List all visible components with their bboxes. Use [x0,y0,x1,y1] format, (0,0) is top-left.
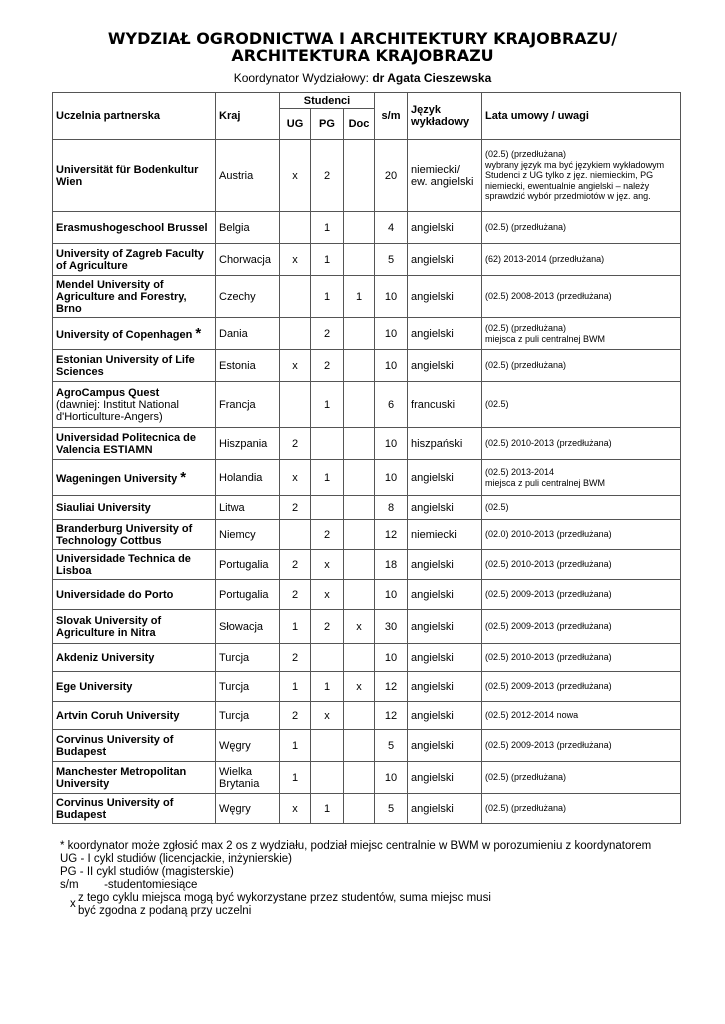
footnote-x [60,892,680,918]
cell-country: Holandia [216,460,280,496]
cell-doc: 1 [344,276,375,318]
footnote-pg: PG - II cykl studiów (magisterskie) [60,866,234,878]
cell-ug: 1 [280,610,311,644]
cell-notes: (02.5) 2010-2013 (przedłużana) [482,550,681,580]
cell-pg: 2 [311,350,344,382]
cell-university [53,730,216,762]
table-row [53,276,681,318]
footnote-sm: s/m -studentomiesiące [60,879,198,891]
university-name: Ege University [56,680,133,693]
cell-doc [344,580,375,610]
cell-doc [344,520,375,550]
footnote-star: * koordynator może zgłosić max 2 os z wydziału, podział miejsc centralnie w BWM w porozumieniu z koordynatorem [60,840,652,852]
cell-pg: 2 [311,610,344,644]
cell-pg: 2 [311,318,344,350]
cell-notes: (02.5) (przedłużana) wybrany język ma być językiem wykładowym Studenci z UG tylko z jęz. niemieckim, PG niemiecki, ewentualnie angielski – należy sprawdzić wybór przedmiotów w jęz. ang. [482,140,681,212]
cell-ug: x [280,794,311,824]
cell-university [53,702,216,730]
cell-sm: 10 [375,276,408,318]
cell-doc [344,140,375,212]
cell-language: angielski [408,580,482,610]
cell-sm: 12 [375,702,408,730]
university-name: Akdeniz University [56,651,155,664]
cell-country: Hiszpania [216,428,280,460]
header-language: Język wykładowy [408,93,482,140]
cell-ug: 2 [280,428,311,460]
cell-ug: 1 [280,672,311,702]
university-name: Universidade Technica de Lisboa [56,552,191,577]
cell-notes: (02.5) (przedłużana) miejsca z puli centralnej BWM [482,318,681,350]
cell-ug: 1 [280,730,311,762]
cell-sm: 5 [375,730,408,762]
cell-doc [344,244,375,276]
cell-sm: 4 [375,212,408,244]
cell-language: angielski [408,762,482,794]
cell-doc [344,794,375,824]
cell-notes: (02.5) 2009-2013 (przedłużana) [482,610,681,644]
cell-language: angielski [408,244,482,276]
cell-country: Turcja [216,702,280,730]
university-name: Wageningen University [56,473,178,485]
university-name: Slovak University of Agriculture in Nitra [56,614,162,639]
cell-sm: 18 [375,550,408,580]
cell-notes: (62) 2013-2014 (przedłużana) [482,244,681,276]
cell-ug: 2 [280,580,311,610]
cell-sm: 10 [375,580,408,610]
cell-notes: (02.5) (przedłużana) [482,762,681,794]
cell-doc [344,382,375,428]
cell-ug [280,318,311,350]
cell-language: niemiecki [408,520,482,550]
cell-notes: (02.5) (przedłużana) [482,794,681,824]
university-name: Corvinus University of Budapest [56,796,174,821]
cell-doc [344,730,375,762]
coordinator-name: dr Agata Cieszewska [372,71,492,85]
cell-country: Chorwacja [216,244,280,276]
cell-language: angielski [408,702,482,730]
cell-sm: 20 [375,140,408,212]
cell-notes: (02.0) 2010-2013 (przedłużana) [482,520,681,550]
coordinator-star: * [195,325,202,342]
cell-notes: (02.5) 2009-2013 (przedłużana) [482,730,681,762]
cell-pg: 1 [311,244,344,276]
cell-language: angielski [408,550,482,580]
cell-notes: (02.5) 2010-2013 (przedłużana) [482,428,681,460]
cell-doc [344,318,375,350]
cell-ug: x [280,244,311,276]
cell-country: Słowacja [216,610,280,644]
coordinator-line [0,71,725,85]
coordinator-label: Koordynator Wydziałowy: [233,71,373,85]
cell-country: Turcja [216,644,280,672]
cell-sm: 10 [375,762,408,794]
cell-university [53,762,216,794]
university-name: Branderburg University of Technology Cottbus [56,522,193,547]
cell-doc [344,428,375,460]
cell-language: angielski [408,318,482,350]
cell-university [53,244,216,276]
partner-table [52,92,681,824]
cell-notes: (02.5) 2012-2014 nowa [482,702,681,730]
university-name: Erasmushogeschool Brussel [56,221,208,234]
header-years: Lata umowy / uwagi [482,93,681,140]
cell-doc [344,212,375,244]
cell-language: angielski [408,610,482,644]
table-row [53,382,681,428]
cell-ug: x [280,350,311,382]
cell-doc [344,550,375,580]
cell-ug: 2 [280,496,311,520]
cell-language: francuski [408,382,482,428]
cell-sm: 8 [375,496,408,520]
cell-pg: 1 [311,794,344,824]
header-students: Studenci [280,93,375,109]
cell-pg [311,730,344,762]
cell-language: angielski [408,496,482,520]
cell-ug [280,382,311,428]
university-name: Universidade do Porto [56,588,174,601]
page-title-line1: WYDZIAŁ OGRODNICTWA I ARCHITEKTURY KRAJOBRAZU/ [107,29,618,48]
cell-sm: 10 [375,318,408,350]
university-name: Mendel University of Agriculture and Forestry, Brno [56,278,187,315]
cell-notes: (02.5) 2013-2014 miejsca z puli centralnej BWM [482,460,681,496]
cell-pg: 1 [311,382,344,428]
cell-university [53,550,216,580]
cell-sm: 10 [375,460,408,496]
cell-language: hiszpański [408,428,482,460]
cell-sm: 12 [375,520,408,550]
cell-doc [344,644,375,672]
cell-pg [311,496,344,520]
footnote-x-mark: x [70,898,76,910]
cell-pg: x [311,702,344,730]
table-row [53,762,681,794]
table-row [53,350,681,382]
cell-ug [280,276,311,318]
cell-notes: (02.5) 2010-2013 (przedłużana) [482,644,681,672]
cell-university [53,520,216,550]
table-row [53,244,681,276]
cell-university [53,212,216,244]
cell-pg: 1 [311,460,344,496]
cell-pg: x [311,580,344,610]
university-extra: (dawniej: Institut National d'Horticulture-Angers) [56,398,179,423]
table-row [53,520,681,550]
header-doc: Doc [344,109,375,140]
cell-language: angielski [408,276,482,318]
cell-country: Austria [216,140,280,212]
cell-university [53,794,216,824]
coordinator-star: * [180,469,187,486]
cell-country: Wielka Brytania [216,762,280,794]
table-row [53,318,681,350]
cell-pg: 1 [311,212,344,244]
cell-university [53,350,216,382]
cell-country: Węgry [216,730,280,762]
footnote-ug: UG - I cykl studiów (licencjackie, inżynierskie) [60,853,292,865]
cell-country: Niemcy [216,520,280,550]
cell-university [53,610,216,644]
cell-doc: x [344,610,375,644]
cell-university [53,382,216,428]
header-country: Kraj [216,93,280,140]
cell-language: angielski [408,644,482,672]
table-row [53,702,681,730]
cell-notes: (02.5) (przedłużana) [482,350,681,382]
cell-pg: x [311,550,344,580]
table-row [53,428,681,460]
cell-pg [311,644,344,672]
table-row [53,140,681,212]
cell-ug: 1 [280,762,311,794]
cell-university [53,276,216,318]
cell-ug: 2 [280,702,311,730]
cell-notes: (02.5) [482,496,681,520]
cell-ug [280,520,311,550]
cell-university [53,644,216,672]
cell-sm: 10 [375,428,408,460]
table-row [53,550,681,580]
footnotes [60,840,680,918]
cell-country: Estonia [216,350,280,382]
cell-pg: 2 [311,520,344,550]
cell-country: Dania [216,318,280,350]
cell-country: Portugalia [216,580,280,610]
cell-doc [344,702,375,730]
cell-notes: (02.5) 2008-2013 (przedłużana) [482,276,681,318]
cell-university [53,580,216,610]
cell-country: Czechy [216,276,280,318]
table-row [53,730,681,762]
cell-country: Litwa [216,496,280,520]
cell-university [53,672,216,702]
cell-doc: x [344,672,375,702]
cell-doc [344,460,375,496]
cell-country: Portugalia [216,550,280,580]
cell-pg [311,762,344,794]
table-row [53,794,681,824]
table-row [53,610,681,644]
footnote-x-line1: z tego cyklu miejsca mogą być wykorzystane przez studentów, suma miejsc musi [78,892,491,904]
cell-ug: x [280,140,311,212]
cell-country: Turcja [216,672,280,702]
university-name: Corvinus University of Budapest [56,733,174,758]
cell-language: angielski [408,672,482,702]
university-name: Universität für Bodenkultur Wien [56,163,199,188]
cell-ug: x [280,460,311,496]
cell-pg: 1 [311,276,344,318]
page-title-line2: ARCHITEKTURA KRAJOBRAZU [231,46,494,65]
cell-university [53,428,216,460]
cell-language: angielski [408,212,482,244]
cell-notes: (02.5) 2009-2013 (przedłużana) [482,580,681,610]
footnote-x-line2: być zgodna z podaną przy uczelni [78,905,252,917]
cell-sm: 5 [375,244,408,276]
table-row [53,460,681,496]
university-name: Siauliai University [56,501,151,514]
cell-language: angielski [408,794,482,824]
cell-notes: (02.5) [482,382,681,428]
cell-sm: 10 [375,644,408,672]
cell-sm: 6 [375,382,408,428]
cell-ug [280,212,311,244]
university-name: Universidad Politecnica de Valencia ESTIAMN [56,431,196,456]
cell-university [53,460,216,496]
cell-university [53,318,216,350]
cell-doc [344,350,375,382]
table-row [53,672,681,702]
cell-language: angielski [408,460,482,496]
table-row [53,644,681,672]
cell-language: niemiecki/ ew. angielski [408,140,482,212]
header-ug: UG [280,109,311,140]
cell-pg: 1 [311,672,344,702]
cell-doc [344,496,375,520]
cell-university [53,140,216,212]
table-row [53,212,681,244]
cell-country: Francja [216,382,280,428]
cell-pg: 2 [311,140,344,212]
cell-ug: 2 [280,550,311,580]
cell-doc [344,762,375,794]
cell-language: angielski [408,350,482,382]
cell-language: angielski [408,730,482,762]
header-sm: s/m [375,93,408,140]
cell-country: Belgia [216,212,280,244]
cell-sm: 10 [375,350,408,382]
table-row [53,580,681,610]
university-name: Manchester Metropolitan University [56,765,187,790]
university-name: AgroCampus Quest [56,386,160,399]
cell-pg [311,428,344,460]
cell-university [53,496,216,520]
cell-sm: 12 [375,672,408,702]
cell-notes: (02.5) 2009-2013 (przedłużana) [482,672,681,702]
cell-notes: (02.5) (przedłużana) [482,212,681,244]
university-name: Artvin Coruh University [56,709,180,722]
header-pg: PG [311,109,344,140]
university-name: University of Zagreb Faculty of Agriculture [56,247,204,272]
cell-ug: 2 [280,644,311,672]
cell-sm: 30 [375,610,408,644]
table-row [53,496,681,520]
university-name: Estonian University of Life Sciences [56,353,195,378]
cell-country: Węgry [216,794,280,824]
university-name: University of Copenhagen [56,329,193,341]
cell-sm: 5 [375,794,408,824]
header-university: Uczelnia partnerska [53,93,216,140]
